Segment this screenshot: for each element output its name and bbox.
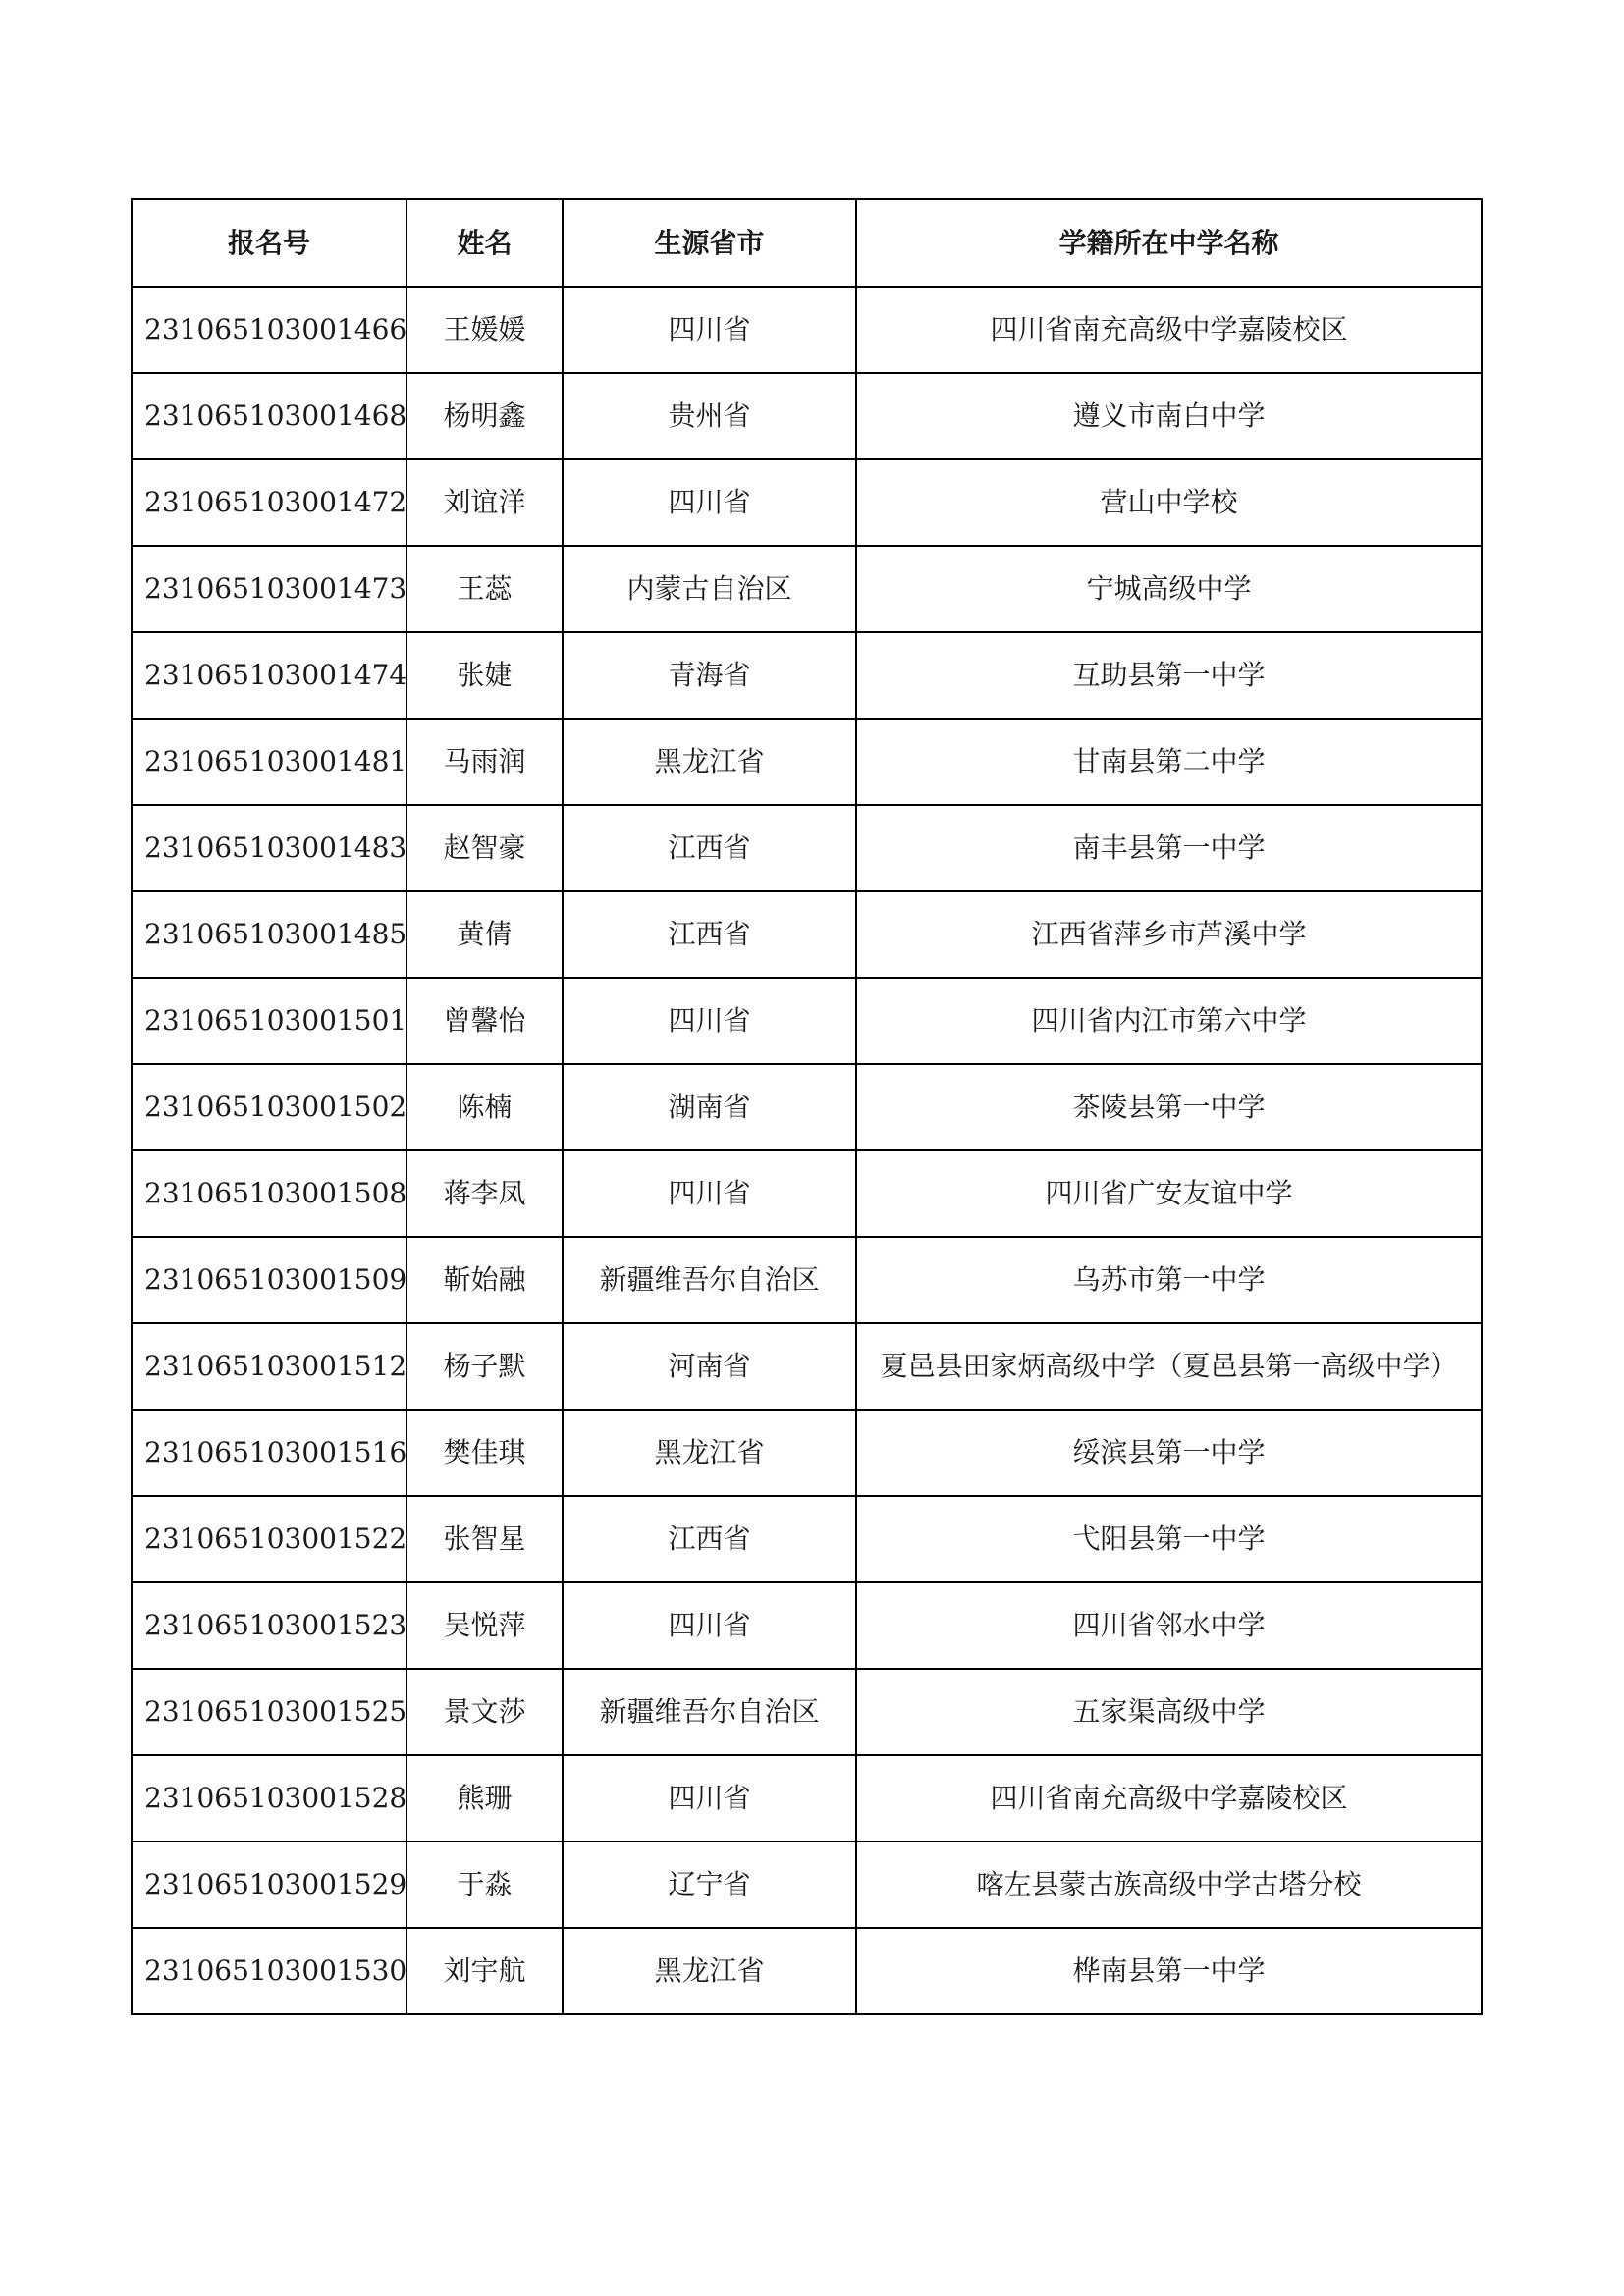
school-name-cell: 四川省南充高级中学嘉陵校区 xyxy=(856,1755,1482,1842)
school-name-cell: 四川省广安友谊中学 xyxy=(856,1150,1482,1237)
source-province-cell: 四川省 xyxy=(563,459,856,546)
registration-number-cell: 231065103001468 xyxy=(132,373,406,459)
school-name-cell: 互助县第一中学 xyxy=(856,632,1482,719)
student-name-cell: 景文莎 xyxy=(406,1669,563,1755)
source-province-cell: 新疆维吾尔自治区 xyxy=(563,1669,856,1755)
registration-number-cell: 231065103001472 xyxy=(132,459,406,546)
table-row xyxy=(132,1410,1482,1496)
header-school-name: 学籍所在中学名称 xyxy=(856,199,1482,287)
school-name-cell: 茶陵县第一中学 xyxy=(856,1064,1482,1150)
source-province-cell: 四川省 xyxy=(563,1755,856,1842)
table-row xyxy=(132,805,1482,891)
registration-number-cell: 231065103001516 xyxy=(132,1410,406,1496)
table-row xyxy=(132,1928,1482,2014)
student-name-cell: 樊佳琪 xyxy=(406,1410,563,1496)
school-name-cell: 宁城高级中学 xyxy=(856,546,1482,632)
student-name-cell: 赵智豪 xyxy=(406,805,563,891)
registration-number-cell: 231065103001481 xyxy=(132,719,406,805)
student-name-cell: 曾馨怡 xyxy=(406,978,563,1064)
source-province-cell: 辽宁省 xyxy=(563,1842,856,1928)
student-name-cell: 杨明鑫 xyxy=(406,373,563,459)
school-name-cell: 营山中学校 xyxy=(856,459,1482,546)
source-province-cell: 四川省 xyxy=(563,287,856,373)
source-province-cell: 黑龙江省 xyxy=(563,1928,856,2014)
registration-number-cell: 231065103001501 xyxy=(132,978,406,1064)
school-name-cell: 喀左县蒙古族高级中学古塔分校 xyxy=(856,1842,1482,1928)
source-province-cell: 新疆维吾尔自治区 xyxy=(563,1237,856,1323)
school-name-cell: 四川省南充高级中学嘉陵校区 xyxy=(856,287,1482,373)
registration-number-cell: 231065103001502 xyxy=(132,1064,406,1150)
table-row xyxy=(132,1582,1482,1669)
school-name-cell: 弋阳县第一中学 xyxy=(856,1496,1482,1582)
table-row xyxy=(132,891,1482,978)
roster-table xyxy=(131,198,1483,2015)
school-name-cell: 江西省萍乡市芦溪中学 xyxy=(856,891,1482,978)
school-name-cell: 遵义市南白中学 xyxy=(856,373,1482,459)
table-row xyxy=(132,1669,1482,1755)
table-row xyxy=(132,632,1482,719)
table-row xyxy=(132,1496,1482,1582)
table-row xyxy=(132,287,1482,373)
registration-number-cell: 231065103001528 xyxy=(132,1755,406,1842)
registration-number-cell: 231065103001473 xyxy=(132,546,406,632)
registration-number-cell: 231065103001509 xyxy=(132,1237,406,1323)
school-name-cell: 乌苏市第一中学 xyxy=(856,1237,1482,1323)
source-province-cell: 黑龙江省 xyxy=(563,1410,856,1496)
school-name-cell: 桦南县第一中学 xyxy=(856,1928,1482,2014)
table-body xyxy=(132,287,1482,2014)
table-row xyxy=(132,1842,1482,1928)
source-province-cell: 青海省 xyxy=(563,632,856,719)
source-province-cell: 江西省 xyxy=(563,891,856,978)
registration-number-cell: 231065103001474 xyxy=(132,632,406,719)
source-province-cell: 四川省 xyxy=(563,978,856,1064)
student-name-cell: 张婕 xyxy=(406,632,563,719)
student-name-cell: 吴悦萍 xyxy=(406,1582,563,1669)
source-province-cell: 四川省 xyxy=(563,1150,856,1237)
table-row xyxy=(132,546,1482,632)
school-name-cell: 四川省邻水中学 xyxy=(856,1582,1482,1669)
source-province-cell: 江西省 xyxy=(563,805,856,891)
registration-number-cell: 231065103001483 xyxy=(132,805,406,891)
registration-number-cell: 231065103001523 xyxy=(132,1582,406,1669)
school-name-cell: 甘南县第二中学 xyxy=(856,719,1482,805)
student-name-cell: 黄倩 xyxy=(406,891,563,978)
table-row xyxy=(132,1755,1482,1842)
registration-number-cell: 231065103001530 xyxy=(132,1928,406,2014)
source-province-cell: 河南省 xyxy=(563,1323,856,1410)
registration-number-cell: 231065103001529 xyxy=(132,1842,406,1928)
source-province-cell: 黑龙江省 xyxy=(563,719,856,805)
student-name-cell: 张智星 xyxy=(406,1496,563,1582)
school-name-cell: 南丰县第一中学 xyxy=(856,805,1482,891)
table-row xyxy=(132,1323,1482,1410)
school-name-cell: 绥滨县第一中学 xyxy=(856,1410,1482,1496)
registration-number-cell: 231065103001485 xyxy=(132,891,406,978)
source-province-cell: 江西省 xyxy=(563,1496,856,1582)
table-row xyxy=(132,978,1482,1064)
table-row xyxy=(132,719,1482,805)
school-name-cell: 五家渠高级中学 xyxy=(856,1669,1482,1755)
header-source-province: 生源省市 xyxy=(563,199,856,287)
student-name-cell: 王蕊 xyxy=(406,546,563,632)
student-name-cell: 马雨润 xyxy=(406,719,563,805)
table-row xyxy=(132,373,1482,459)
student-name-cell: 王媛媛 xyxy=(406,287,563,373)
registration-number-cell: 231065103001466 xyxy=(132,287,406,373)
school-name-cell: 夏邑县田家炳高级中学（夏邑县第一高级中学） xyxy=(856,1323,1482,1410)
table-row xyxy=(132,459,1482,546)
source-province-cell: 四川省 xyxy=(563,1582,856,1669)
table-row xyxy=(132,1064,1482,1150)
registration-number-cell: 231065103001508 xyxy=(132,1150,406,1237)
source-province-cell: 贵州省 xyxy=(563,373,856,459)
source-province-cell: 湖南省 xyxy=(563,1064,856,1150)
registration-number-cell: 231065103001522 xyxy=(132,1496,406,1582)
student-name-cell: 熊珊 xyxy=(406,1755,563,1842)
header-name: 姓名 xyxy=(406,199,563,287)
registration-number-cell: 231065103001525 xyxy=(132,1669,406,1755)
table-row xyxy=(132,1237,1482,1323)
student-name-cell: 刘宇航 xyxy=(406,1928,563,2014)
header-registration-number: 报名号 xyxy=(132,199,406,287)
school-name-cell: 四川省内江市第六中学 xyxy=(856,978,1482,1064)
table-header-row xyxy=(132,199,1482,287)
student-name-cell: 蒋李凤 xyxy=(406,1150,563,1237)
student-name-cell: 靳始融 xyxy=(406,1237,563,1323)
student-name-cell: 刘谊洋 xyxy=(406,459,563,546)
student-name-cell: 于淼 xyxy=(406,1842,563,1928)
table-row xyxy=(132,1150,1482,1237)
student-name-cell: 杨子默 xyxy=(406,1323,563,1410)
registration-number-cell: 231065103001512 xyxy=(132,1323,406,1410)
source-province-cell: 内蒙古自治区 xyxy=(563,546,856,632)
student-name-cell: 陈楠 xyxy=(406,1064,563,1150)
